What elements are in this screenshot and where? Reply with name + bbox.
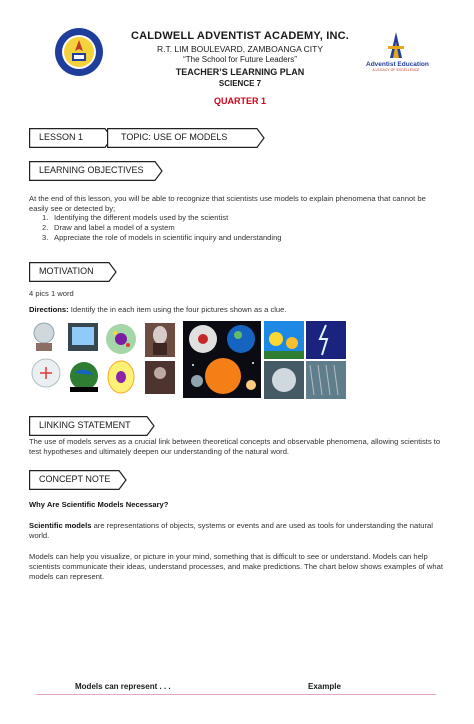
logo-tagline: A LEGACY OF EXCELLENCE <box>372 68 420 72</box>
objectives-intro: At the end of this lesson, you will be able to recognize that scientists use models to explain phenomena that cannot be easily see or detected by; <box>29 194 426 213</box>
puzzle-2-images <box>103 321 178 396</box>
lesson-tag <box>29 128 113 148</box>
school-address: R.T. LIM BOULEVARD, ZAMBOANGA CITY <box>156 44 324 54</box>
game-name: 4 pics 1 word <box>29 289 74 298</box>
school-name: CALDWELL ADVENTIST ACADEMY, INC. <box>130 30 350 42</box>
list-item: 3. Appreciate the role of models in scientific inquiry and understanding <box>42 233 282 242</box>
concept-definition: Scientific models are representations of objects, systems or events and are used as tools for understanding the natural world. <box>29 521 433 540</box>
table-divider <box>36 694 436 695</box>
puzzle-3-images <box>183 321 261 398</box>
learning-objectives-label: LEARNING OBJECTIVES <box>39 165 144 175</box>
directions-text: Directions: Identify the in each item using the four pictures shown as a clue. <box>29 305 287 314</box>
subject-title: SCIENCE 7 <box>218 79 262 88</box>
concept-question: Why Are Scientific Models Necessary? <box>29 500 169 509</box>
plan-title: TEACHER’S LEARNING PLAN <box>175 67 305 77</box>
school-seal-logo <box>54 27 104 77</box>
learning-objectives-tag <box>29 161 163 181</box>
motivation-label: MOTIVATION <box>39 266 94 276</box>
puzzle-1-images <box>30 321 102 396</box>
school-motto: “The School for Future Leaders” <box>183 55 297 64</box>
puzzle-4-images <box>264 321 346 399</box>
topic-tag <box>107 128 265 148</box>
table-col-models: Models can represent . . . <box>75 682 171 691</box>
linking-statement-label: LINKING STATEMENT <box>39 420 131 430</box>
list-item: 2. Draw and label a model of a system <box>42 223 175 232</box>
list-item: 1. Identifying the different models used by the scientist <box>42 213 229 222</box>
quarter-title: QUARTER 1 <box>213 96 266 106</box>
table-col-example: Example <box>308 682 341 691</box>
logo-title: Adventist Education <box>366 61 429 68</box>
concept-note-tag <box>29 470 127 490</box>
adventist-education-logo <box>366 30 429 78</box>
linking-statement-tag <box>29 416 155 436</box>
concept-note-label: CONCEPT NOTE <box>39 474 111 484</box>
motivation-tag <box>29 262 117 282</box>
lesson-label: LESSON 1 <box>39 132 84 142</box>
objectives-list <box>42 213 282 243</box>
linking-text: The use of models serves as a crucial link between theoretical concepts and observable phenomena, allowing scientists to test hypotheses and ultimately deepen our understanding of the natural word. <box>29 437 441 456</box>
concept-paragraph: Models can help you visualize, or picture in your mind, something that is difficult to see or understand. Models can help scientists communicate their ideas, understand processes, and make predictions. The chart below shows examples of what models can represent. <box>29 552 443 581</box>
topic-label: TOPIC: USE OF MODELS <box>121 132 228 142</box>
